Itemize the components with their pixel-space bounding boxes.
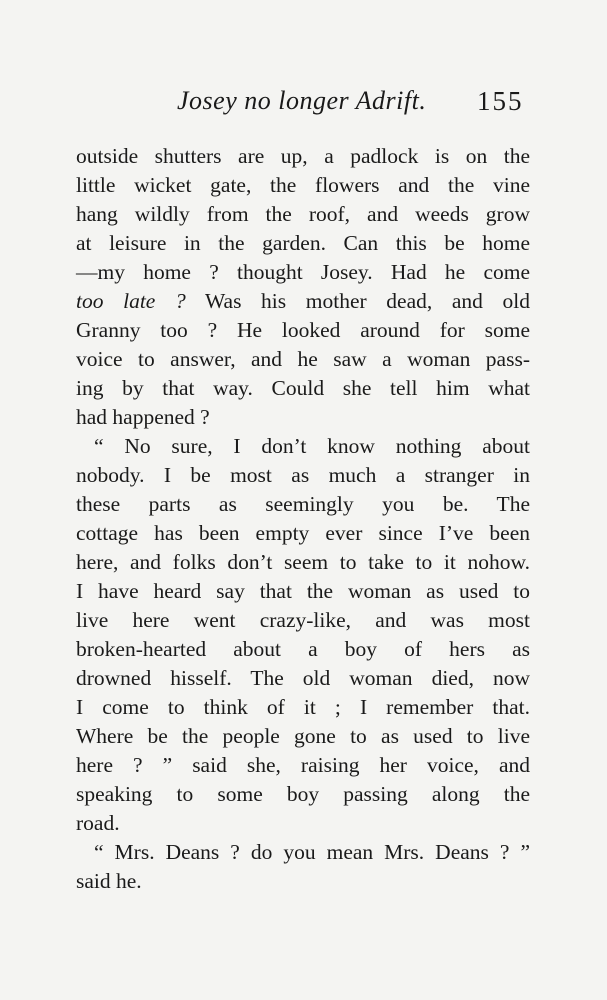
body-text <box>76 142 530 896</box>
page-number: 155 <box>477 86 524 116</box>
text-line: I come to think of it ; I remember that. <box>76 695 530 719</box>
text-line: at leisure in the garden. Can this be home <box>76 231 530 255</box>
text-line: Granny too ? He looked around for some <box>76 318 530 342</box>
text-line: here ? ” said she, raising her voice, and <box>76 753 530 777</box>
text-line: “ Mrs. Deans ? do you mean Mrs. Deans ? ” <box>94 840 530 864</box>
text-line: live here went crazy-like, and was most <box>76 608 530 632</box>
running-head <box>0 86 607 126</box>
text-line: hang wildly from the roof, and weeds grow <box>76 202 530 226</box>
chapter-title: Josey no longer Adrift. <box>177 86 427 115</box>
text-line: I have heard say that the woman as used to <box>76 579 530 603</box>
text-line: “ No sure, I don’t know nothing about <box>94 434 530 458</box>
text-line: these parts as seemingly you be. The <box>76 492 530 516</box>
text-line: voice to answer, and he saw a woman pass- <box>76 347 530 371</box>
text-fragment: Was his mother dead, and old <box>185 289 531 313</box>
italic-phrase: too late ? <box>76 289 186 313</box>
text-line: broken-hearted about a boy of hers as <box>76 637 530 661</box>
text-line <box>76 287 530 316</box>
text-line: —my home ? thought Josey. Had he come <box>76 260 530 284</box>
text-line: little wicket gate, the flowers and the vine <box>76 173 530 197</box>
text-line: here, and folks don’t seem to take to it nohow. <box>76 550 530 574</box>
text-line: nobody. I be most as much a stranger in <box>76 463 530 487</box>
text-line: ing by that way. Could she tell him what <box>76 376 530 400</box>
text-line: road. <box>76 811 120 835</box>
text-line: drowned hisself. The old woman died, now <box>76 666 530 690</box>
text-line: speaking to some boy passing along the <box>76 782 530 806</box>
text-line: outside shutters are up, a padlock is on the <box>76 144 530 168</box>
text-line: cottage has been empty ever since I’ve been <box>76 521 530 545</box>
text-line: had happened ? <box>76 405 210 429</box>
text-line: said he. <box>76 869 142 893</box>
text-line: Where be the people gone to as used to live <box>76 724 530 748</box>
